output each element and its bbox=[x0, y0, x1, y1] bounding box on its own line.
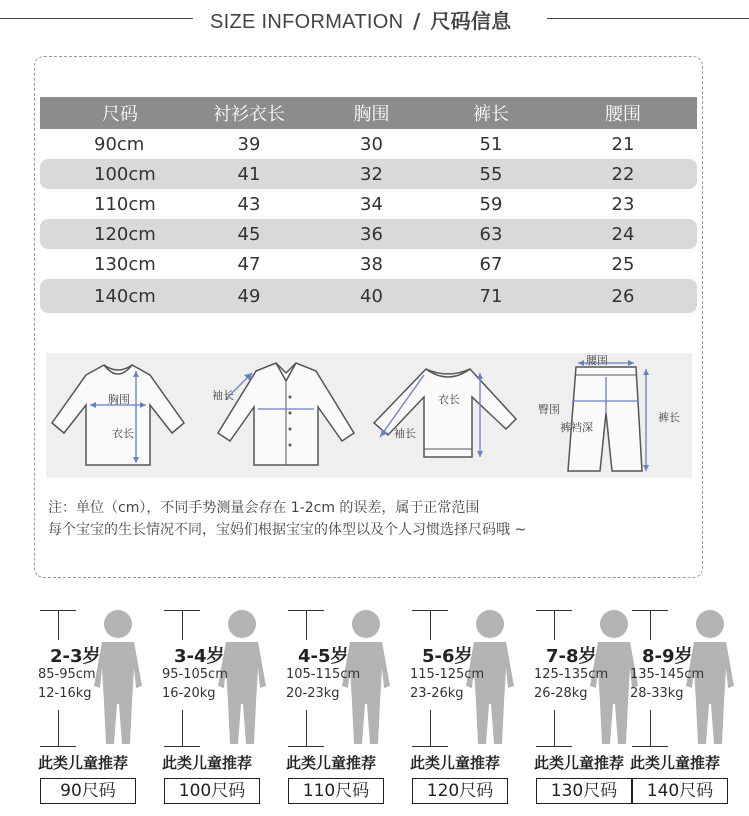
weight-range: 28-33kg bbox=[630, 686, 684, 701]
height-range: 105-115cm bbox=[286, 667, 361, 682]
cell-waist: 26 bbox=[549, 279, 697, 313]
child-silhouette-icon bbox=[88, 606, 148, 746]
cell-shirt-length: 43 bbox=[237, 193, 261, 215]
cell-size: 130cm bbox=[94, 253, 156, 275]
table-row bbox=[40, 159, 697, 189]
shirt-icon bbox=[206, 353, 366, 478]
cell-waist: 21 bbox=[611, 133, 635, 155]
page-title bbox=[210, 5, 511, 34]
label-sleeve: 袖长 bbox=[394, 427, 416, 440]
label-length: 衣长 bbox=[112, 427, 134, 440]
recommendation-card bbox=[632, 600, 742, 810]
size-badge: 110尺码 bbox=[288, 778, 384, 804]
size-table bbox=[40, 97, 697, 313]
recommend-label: 此类儿童推荐 bbox=[630, 754, 721, 772]
age-range: 5-6岁 bbox=[422, 646, 473, 667]
size-badge: 90尺码 bbox=[40, 778, 136, 804]
height-line-top bbox=[430, 610, 431, 640]
column-header-waist: 腰围 bbox=[549, 97, 697, 129]
cell-shirt-length: 39 bbox=[237, 133, 261, 155]
column-header-pants-length: 裤长 bbox=[433, 97, 549, 129]
age-range: 4-5岁 bbox=[298, 646, 349, 667]
cell-shirt-length: 41 bbox=[188, 159, 310, 189]
cell-pants-length: 55 bbox=[433, 159, 549, 189]
label-waist: 腰围 bbox=[586, 354, 608, 367]
cell-waist: 23 bbox=[611, 193, 635, 215]
height-range: 115-125cm bbox=[410, 667, 485, 682]
label-rise: 裤裆深 bbox=[560, 421, 593, 434]
column-header-size: 尺码 bbox=[40, 97, 188, 129]
height-tick-bottom bbox=[40, 746, 76, 747]
weight-range: 20-23kg bbox=[286, 686, 340, 701]
title-chinese: 尺码信息 bbox=[430, 9, 512, 33]
title-separator: / bbox=[413, 9, 421, 33]
label-pants-length: 裤长 bbox=[658, 411, 680, 424]
cell-pants-length: 59 bbox=[479, 193, 503, 215]
cell-pants-length: 63 bbox=[433, 219, 549, 249]
table-row bbox=[40, 249, 697, 279]
height-tick-bottom bbox=[632, 746, 668, 747]
table-row bbox=[40, 129, 697, 159]
label-hip: 臀围 bbox=[538, 403, 560, 416]
cell-waist: 24 bbox=[549, 219, 697, 249]
cell-chest: 32 bbox=[310, 159, 433, 189]
weight-range: 12-16kg bbox=[38, 686, 92, 701]
age-range: 7-8岁 bbox=[546, 646, 597, 667]
cell-shirt-length: 45 bbox=[188, 219, 310, 249]
column-header-shirt-length: 衬衫衣长 bbox=[188, 97, 310, 129]
cell-pants-length: 67 bbox=[479, 253, 503, 275]
weight-range: 23-26kg bbox=[410, 686, 464, 701]
height-range: 85-95cm bbox=[38, 667, 96, 682]
height-line-top bbox=[58, 610, 59, 640]
recommendation-card bbox=[412, 600, 534, 810]
cell-chest: 40 bbox=[310, 279, 433, 313]
height-tick-bottom bbox=[164, 746, 200, 747]
recommend-label: 此类儿童推荐 bbox=[38, 754, 129, 772]
height-range: 125-135cm bbox=[534, 667, 609, 682]
age-range: 8-9岁 bbox=[642, 646, 693, 667]
cell-chest: 34 bbox=[360, 193, 383, 215]
cell-size: 140cm bbox=[40, 279, 188, 313]
height-tick-bottom bbox=[536, 746, 572, 747]
cell-chest: 30 bbox=[360, 133, 383, 155]
cell-pants-length: 51 bbox=[479, 133, 503, 155]
sweater-icon bbox=[366, 353, 531, 478]
height-tick-bottom bbox=[412, 746, 448, 747]
cell-shirt-length: 49 bbox=[188, 279, 310, 313]
weight-range: 26-28kg bbox=[534, 686, 588, 701]
size-badge: 120尺码 bbox=[412, 778, 508, 804]
size-table-header-row bbox=[40, 97, 697, 129]
size-badge: 100尺码 bbox=[164, 778, 260, 804]
cell-waist: 22 bbox=[549, 159, 697, 189]
cell-shirt-length: 47 bbox=[237, 253, 261, 275]
size-badge: 130尺码 bbox=[536, 778, 632, 804]
height-line-bottom bbox=[58, 710, 59, 746]
recommendation-card bbox=[40, 600, 162, 810]
height-line-bottom bbox=[430, 710, 431, 746]
cell-pants-length: 71 bbox=[433, 279, 549, 313]
sweater-diagram bbox=[366, 353, 531, 478]
cell-size: 110cm bbox=[94, 193, 156, 215]
height-line-top bbox=[306, 610, 307, 640]
height-line-top bbox=[650, 610, 651, 640]
height-line-bottom bbox=[182, 710, 183, 746]
recommend-label: 此类儿童推荐 bbox=[534, 754, 625, 772]
height-line-top bbox=[554, 610, 555, 640]
height-line-bottom bbox=[650, 710, 651, 746]
height-line-top bbox=[182, 610, 183, 640]
cell-waist: 25 bbox=[611, 253, 635, 275]
header-rule-right bbox=[547, 18, 749, 19]
table-row bbox=[40, 219, 697, 249]
cell-size: 100cm bbox=[40, 159, 188, 189]
age-range: 3-4岁 bbox=[174, 646, 225, 667]
header-rule-left bbox=[0, 18, 193, 19]
height-tick-bottom bbox=[288, 746, 324, 747]
recommend-label: 此类儿童推荐 bbox=[162, 754, 253, 772]
height-line-bottom bbox=[306, 710, 307, 746]
tshirt-diagram bbox=[46, 353, 196, 478]
cell-size: 90cm bbox=[94, 133, 145, 155]
title-english: SIZE INFORMATION bbox=[210, 11, 404, 33]
recommendation-card bbox=[164, 600, 286, 810]
table-row bbox=[40, 189, 697, 219]
cell-size: 120cm bbox=[40, 219, 188, 249]
cell-chest: 36 bbox=[310, 219, 433, 249]
size-badge: 140尺码 bbox=[632, 778, 728, 804]
recommendation-card bbox=[288, 600, 410, 810]
label-length: 衣长 bbox=[438, 393, 460, 406]
cell-chest: 38 bbox=[360, 253, 383, 275]
table-row bbox=[40, 279, 697, 313]
recommend-label: 此类儿童推荐 bbox=[410, 754, 501, 772]
age-range: 2-3岁 bbox=[50, 646, 101, 667]
tshirt-icon bbox=[46, 353, 196, 478]
label-chest: 胸围 bbox=[108, 393, 130, 406]
label-sleeve: 袖长 bbox=[212, 389, 234, 402]
shirt-diagram bbox=[206, 353, 366, 478]
height-range: 95-105cm bbox=[162, 667, 228, 682]
height-range: 135-145cm bbox=[630, 667, 705, 682]
recommend-label: 此类儿童推荐 bbox=[286, 754, 377, 772]
note-line-2: 每个宝宝的生长情况不同，宝妈们根据宝宝的体型以及个人习惯选择尺码哦 ~ bbox=[48, 522, 527, 538]
height-line-bottom bbox=[554, 710, 555, 746]
note-line-1: 注：单位（cm），不同手势测量会存在 1-2cm 的误差，属于正常范围 bbox=[48, 500, 480, 516]
column-header-chest: 胸围 bbox=[310, 97, 433, 129]
pants-diagram bbox=[538, 353, 692, 478]
measurement-diagrams bbox=[46, 353, 692, 478]
section-header bbox=[0, 0, 749, 36]
weight-range: 16-20kg bbox=[162, 686, 216, 701]
